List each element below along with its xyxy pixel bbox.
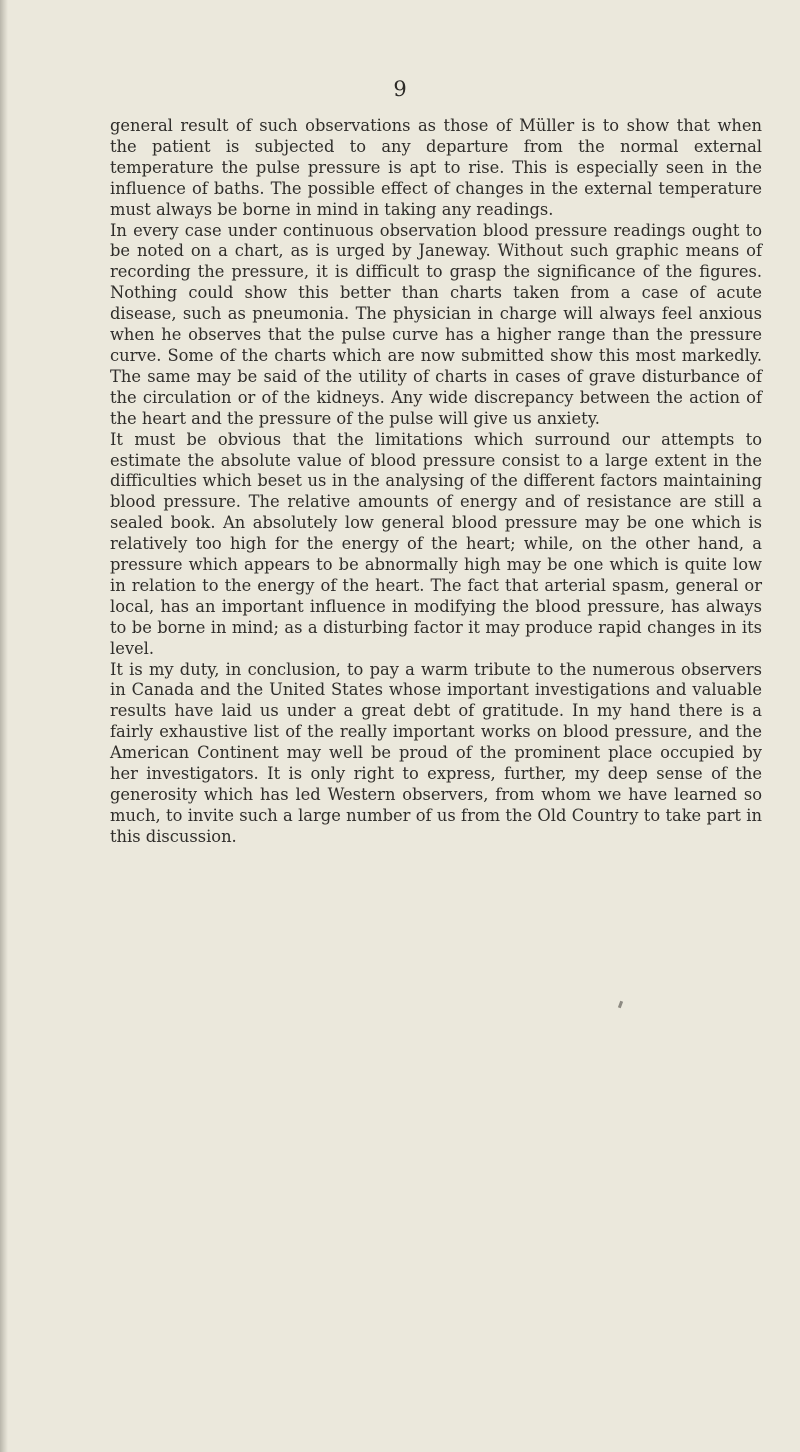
page-gutter-shadow xyxy=(0,0,8,1452)
body-text xyxy=(110,116,762,848)
paragraph-2: In every case under continuous observation blood pressure readings ought to be noted on a chart, as is urged by Janeway. Without such graphic means of recording the pressure, it is difficult to grasp the significance of the figures. Nothing could show this better than charts taken from a case of acute disease, such as pneumonia. The physician in charge will always feel anxious when he observes that the pulse curve has a higher range than the pressure curve. Some of the charts which are now submitted show this most markedly. The same may be said of the utility of charts in cases of grave disturbance of the circulation or of the kidneys. Any wide discrepancy between the action of the heart and the pressure of the pulse will give us anxiety. xyxy=(110,220,762,428)
paragraph-4: It is my duty, in conclusion, to pay a warm tribute to the numerous observers in Canada and the United States whose important investigations and valuable results have laid us under a great debt of gratitude. In my hand there is a fairly exhaustive list of the really important works on blood pressure, and the American Continent may well be proud of the prominent place occupied by her investigators. It is only right to express, further, my deep sense of the generosity which has led Western observers, from whom we have learned so much, to invite such a large number of us from the Old Country to take part in this discussion. xyxy=(110,659,762,846)
paragraph-1: general result of such observations as those of Müller is to show that when the patient is subjected to any departure from the normal external temperature the pulse pressure is apt to rise. This is especially seen in the influence of baths. The possible effect of changes in the external temperature must always be borne in mind in taking any readings. xyxy=(110,116,762,219)
ink-speck xyxy=(618,1001,623,1009)
page-number: 9 xyxy=(393,77,407,101)
paragraph-3: It must be obvious that the limitations which surround our attempts to estimate the absolute value of blood pressure consist to a large extent in the difficulties which beset us in the analysing of the different factors maintaining blood pressure. The relative amounts of energy and of resistance are still a sealed book. An absolutely low general blood pressure may be one which is relatively too high for the energy of the heart; while, on the other hand, a pressure which appears to be abnormally high may be one which is quite low in relation to the energy of the heart. The fact that arterial spasm, general or local, has an important influence in modifying the blood pressure, has always to be borne in mind; as a disturbing factor it may produce rapid changes in its level. xyxy=(110,429,762,658)
